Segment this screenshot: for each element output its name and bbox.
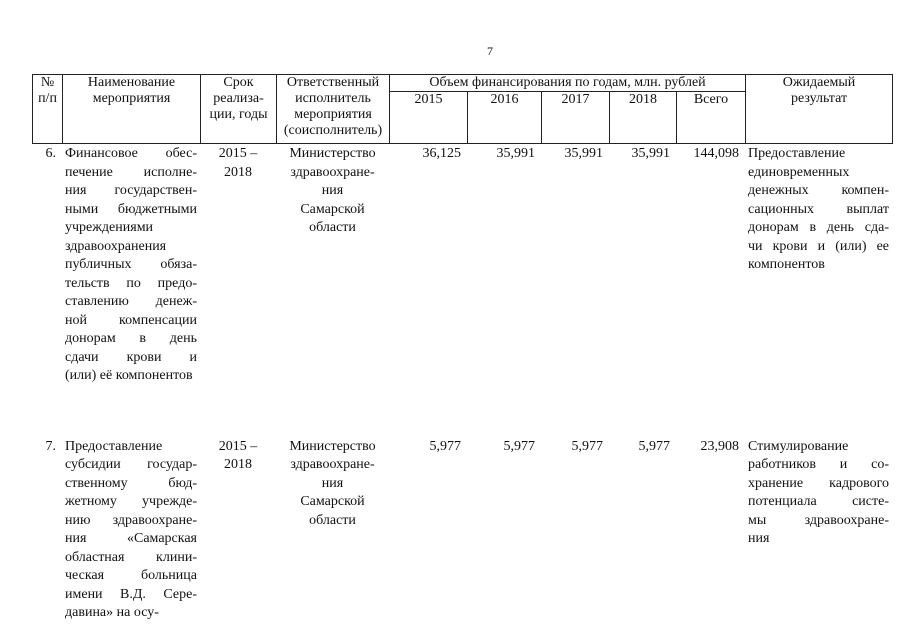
table-header (32, 74, 893, 144)
table-row (32, 145, 892, 386)
row-value: 23,908 (700, 438, 739, 454)
row-term: 2015 – 2018 (218, 146, 258, 180)
header-term: Срок реализа- ции, годы (201, 75, 277, 144)
row-value: 5,977 (429, 438, 461, 454)
row-value: 144,098 (693, 146, 739, 161)
row-term: 2015 – 2018 (218, 438, 258, 472)
row-value: 5,977 (571, 438, 603, 454)
row-value: 35,991 (631, 146, 670, 161)
row-value: 35,991 (564, 146, 603, 161)
row-value: 5,977 (638, 438, 670, 454)
header-year-2015: 2015 (390, 92, 468, 144)
header-year-2017: 2017 (542, 92, 610, 144)
row-value: 36,125 (422, 146, 461, 161)
header-result: Ожидаемый результат (746, 75, 893, 144)
header-executor: Ответственный исполнитель мероприятия (соисполнитель) (277, 75, 390, 144)
header-funding: Объем финансирования по годам, млн. рублей (390, 75, 746, 92)
row-value: 5,977 (503, 438, 535, 454)
page-number: 7 (487, 44, 493, 58)
row-number: 6. (45, 146, 56, 161)
row-executor: Министерство здравоохране- ния Самарской области (289, 146, 376, 235)
table-body (32, 145, 892, 623)
header-num: № п/п (33, 75, 63, 144)
row-result: Стимулирование работников и со- хранение кадрового потенциала систе- мы здравоохране- ния (748, 438, 889, 546)
header-total: Всего (677, 92, 746, 144)
row-number: 7. (45, 438, 56, 454)
row-name: Предоставление субсидии государ- ственному бюд- жетному учрежде- нию здравоохране- ния «Самарская областная клини- ческая больница имени В.Д. Сере- давина» на осу- (65, 438, 197, 620)
header-name: Наименование мероприятия (63, 75, 201, 144)
row-gap (32, 386, 892, 438)
header-year-2016: 2016 (468, 92, 542, 144)
header-year-2018: 2018 (610, 92, 677, 144)
row-value: 35,991 (496, 146, 535, 161)
row-executor: Министерство здравоохране- ния Самарской области (289, 438, 376, 528)
table-row (32, 438, 892, 623)
row-name: Финансовое обес- печение исполне- ния государствен- ными бюджетными учреждениями здравоохранения публичных обяза- тельств по предо- ставлению денеж- ной компенсации донорам в день сдачи крови и (или) её компонентов (65, 146, 197, 383)
row-result: Предоставление единовременных денежных компен- сационных выплат донорам в день сда- чи крови и (или) ее компонентов (748, 146, 889, 272)
